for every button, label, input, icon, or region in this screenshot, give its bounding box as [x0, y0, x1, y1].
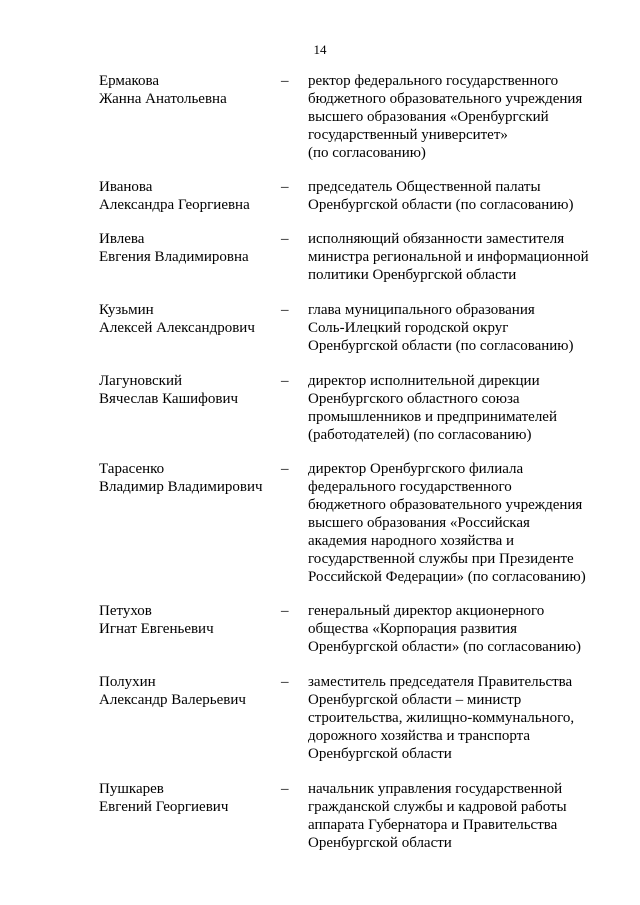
member-surname: Полухин: [99, 674, 156, 690]
member-name: [99, 301, 274, 337]
member-dash: –: [281, 461, 289, 477]
member-surname: Кузьмин: [99, 302, 154, 318]
position-line: аппарата Губернатора и Правительства: [308, 817, 558, 833]
member-name: [99, 460, 274, 496]
member-dash: –: [281, 781, 289, 797]
member-position: [308, 178, 608, 214]
member-position: [308, 673, 608, 763]
position-line: Оренбургской области (по согласованию): [308, 197, 574, 213]
position-line: исполняющий обязанности заместителя: [308, 231, 565, 247]
member-dash: –: [281, 674, 289, 690]
member-entry-ivleva: [0, 230, 640, 301]
position-line: (работодателей) (по согласованию): [308, 427, 532, 443]
position-line: политики Оренбургской области: [308, 267, 517, 283]
member-surname: Ивлева: [99, 231, 145, 247]
position-line: начальник управления государственной: [308, 781, 563, 797]
member-list: [0, 72, 640, 852]
position-line: государственной службы при Президенте: [308, 551, 574, 567]
member-position: [308, 230, 608, 284]
member-given-name: Жанна Анатольевна: [99, 91, 227, 107]
position-line: директор Оренбургского филиала: [308, 461, 524, 477]
member-name: [99, 178, 274, 214]
position-line: бюджетного образовательного учреждения: [308, 91, 583, 107]
member-name: [99, 372, 274, 408]
member-surname: Тарасенко: [99, 461, 165, 477]
position-line: бюджетного образовательного учреждения: [308, 497, 583, 513]
member-given-name: Вячеслав Кашифович: [99, 391, 239, 407]
member-name: [99, 602, 274, 638]
member-dash: –: [281, 231, 289, 247]
position-line: гражданской службы и кадровой работы: [308, 799, 567, 815]
member-entry-kuzmin: [0, 301, 640, 372]
member-name: [99, 780, 274, 816]
member-surname: Пушкарев: [99, 781, 164, 797]
member-given-name: Александра Георгиевна: [99, 197, 250, 213]
member-surname: Петухов: [99, 603, 152, 619]
member-given-name: Владимир Владимирович: [99, 479, 263, 495]
position-line: академия народного хозяйства и: [308, 533, 515, 549]
member-given-name: Евгения Владимировна: [99, 249, 249, 265]
member-given-name: Александр Валерьевич: [99, 692, 246, 708]
member-dash: –: [281, 73, 289, 89]
member-surname: Лагуновский: [99, 373, 183, 389]
member-entry-tarasenko: [0, 460, 640, 602]
position-line: заместитель председателя Правительства: [308, 674, 573, 690]
position-line: Оренбургского областного союза: [308, 391, 520, 407]
member-entry-ivanova: [0, 178, 640, 230]
member-surname: Ермакова: [99, 73, 160, 89]
position-line: Оренбургской области: [308, 746, 452, 762]
member-entry-petukhov: [0, 602, 640, 673]
position-line: министра региональной и информационной: [308, 249, 589, 265]
member-position: [308, 72, 608, 162]
member-entry-polukhin: [0, 673, 640, 780]
member-position: [308, 602, 608, 656]
member-name: [99, 72, 274, 108]
position-line: строительства, жилищно-коммунального,: [308, 710, 575, 726]
member-given-name: Игнат Евгеньевич: [99, 621, 214, 637]
member-name: [99, 673, 274, 709]
position-line: глава муниципального образования: [308, 302, 535, 318]
member-dash: –: [281, 302, 289, 318]
member-name: [99, 230, 274, 266]
member-position: [308, 372, 608, 444]
position-line: генеральный директор акционерного: [308, 603, 545, 619]
member-position: [308, 780, 608, 852]
member-dash: –: [281, 179, 289, 195]
position-line: Оренбургской области (по согласованию): [308, 338, 574, 354]
member-dash: –: [281, 603, 289, 619]
member-entry-lagunovsky: [0, 372, 640, 460]
position-line: Оренбургской области» (по согласованию): [308, 639, 582, 655]
member-entry-pushkarev: [0, 780, 640, 852]
position-line: общества «Корпорация развития: [308, 621, 518, 637]
position-line: Соль-Илецкий городской округ: [308, 320, 509, 336]
position-line: (по согласованию): [308, 145, 426, 161]
position-line: директор исполнительной дирекции: [308, 373, 540, 389]
page-number: 14: [313, 42, 327, 57]
position-line: федерального государственного: [308, 479, 512, 495]
member-position: [308, 460, 608, 586]
position-line: государственный университет»: [308, 127, 508, 143]
position-line: дорожного хозяйства и транспорта: [308, 728, 531, 744]
position-line: Оренбургской области: [308, 835, 452, 851]
position-line: высшего образования «Российская: [308, 515, 530, 531]
position-line: высшего образования «Оренбургский: [308, 109, 549, 125]
position-line: Оренбургской области – министр: [308, 692, 522, 708]
member-dash: –: [281, 373, 289, 389]
position-line: Российской Федерации» (по согласованию): [308, 569, 586, 585]
position-line: председатель Общественной палаты: [308, 179, 541, 195]
member-given-name: Евгений Георгиевич: [99, 799, 229, 815]
member-entry-ermakova: [0, 72, 640, 178]
position-line: промышленников и предпринимателей: [308, 409, 557, 425]
member-surname: Иванова: [99, 179, 153, 195]
member-given-name: Алексей Александрович: [99, 320, 255, 336]
member-position: [308, 301, 608, 355]
position-line: ректор федерального государственного: [308, 73, 559, 89]
